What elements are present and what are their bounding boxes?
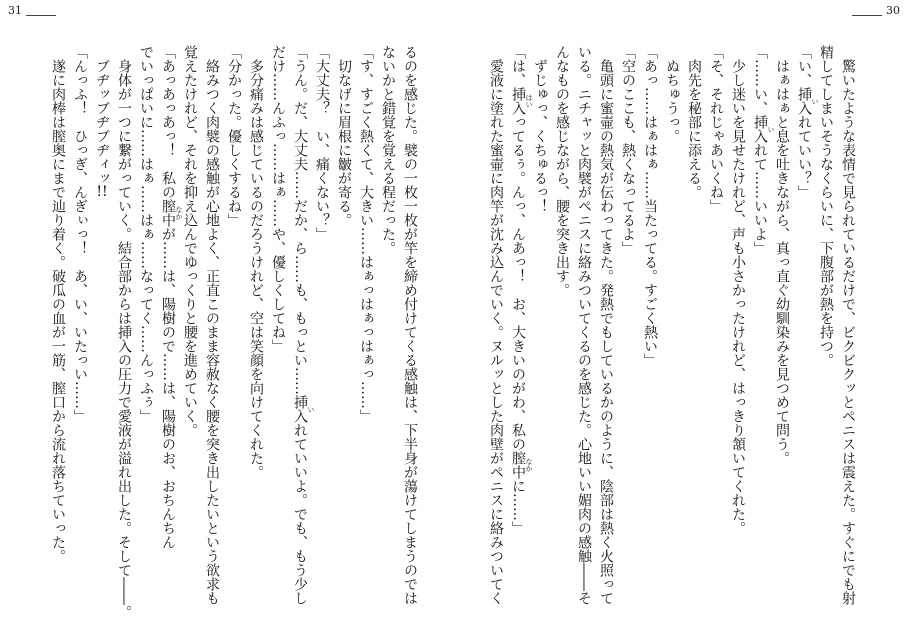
text-segment: 愛液に塗れた蜜壷に肉竿が沈み込んでいく。ヌルッとした肉壁がペニスに絡みついてく bbox=[488, 45, 504, 605]
text-line bbox=[47, 45, 69, 605]
text-segment: 「大丈夫？ い、痛くない？」 bbox=[314, 45, 330, 241]
text-line bbox=[377, 45, 399, 605]
text-segment: 「そ、それじゃあいくね」 bbox=[708, 45, 724, 213]
text-line bbox=[507, 45, 533, 605]
ruby-text: なか bbox=[175, 206, 183, 220]
text-line bbox=[793, 45, 819, 605]
ruby-base: 膣中 bbox=[510, 451, 526, 479]
text-segment: でいっぱいに……はぁ……はぁ……なってく……んっふぅ」 bbox=[138, 45, 154, 423]
text-segment: 「す、すごく熱くて、大きい……はぁっはぁっはぁっ……」 bbox=[358, 45, 374, 423]
text-segment: 「あっ……はぁはぁ……当たってる。すごく熱い」 bbox=[642, 45, 658, 367]
text-segment: 驚いたような表情で見られているだけで、ビクビクッとペニスは震えた。すぐにでも射 bbox=[840, 45, 856, 605]
text-segment: 「い、 bbox=[796, 45, 812, 87]
text-segment: るのを感じた。襞の一枚一枚が竿を締め付けてくる感触は、下半身が蕩けてしまうのでは bbox=[402, 45, 418, 605]
text-line bbox=[91, 45, 113, 605]
text-line bbox=[837, 45, 859, 605]
text-segment: はぁはぁと息を吐きながら、真っ直ぐ幼馴染みを見つめて問う。 bbox=[774, 45, 790, 465]
text-segment: んなものを感じながら、腰を突き出す。 bbox=[554, 45, 570, 297]
text-segment: 精してしまいそうなくらいに、下腹部が熱を持つ。 bbox=[818, 45, 834, 367]
text-line bbox=[135, 45, 157, 605]
text-segment: 「空のここも、熱くなってるよ」 bbox=[620, 45, 636, 255]
ruby-group bbox=[292, 395, 315, 423]
text-segment: れていいよ。でも、もう少し bbox=[292, 423, 308, 605]
text-segment: ぬちゅうっ。 bbox=[664, 45, 680, 143]
page-number-right: 30 bbox=[886, 4, 900, 17]
text-line bbox=[617, 45, 639, 605]
text-line bbox=[529, 45, 551, 605]
text-segment: れていい？」 bbox=[796, 115, 812, 199]
text-line bbox=[157, 45, 183, 605]
text-line bbox=[289, 45, 315, 605]
text-line bbox=[551, 45, 573, 605]
ruby-text: い bbox=[811, 97, 819, 105]
text-line bbox=[69, 45, 91, 605]
text-line bbox=[705, 45, 727, 605]
right-page-body bbox=[485, 45, 859, 605]
text-segment: に……」 bbox=[510, 479, 526, 535]
text-line bbox=[311, 45, 333, 605]
text-segment: 絡みつく肉襞の感触が心地よく、正直このまま容赦なく腰を突き出したいという欲求も bbox=[204, 45, 220, 605]
text-line bbox=[113, 45, 135, 619]
ruby-text: い bbox=[307, 405, 315, 413]
text-line bbox=[245, 45, 267, 605]
text-line bbox=[749, 45, 775, 605]
ruby-text: なか bbox=[525, 458, 533, 472]
text-line bbox=[399, 45, 421, 605]
text-line bbox=[485, 45, 507, 605]
text-segment: 少し迷いを見せたけれど、声も小さかったけれど、はっきり頷いてくれた。 bbox=[730, 45, 746, 535]
ruby-group bbox=[510, 451, 533, 479]
text-segment: 切なげに眉根に皺が寄る。 bbox=[336, 45, 352, 227]
text-segment: だけ……んふっ……はぁ……や、優しくしてね」 bbox=[270, 45, 286, 353]
text-segment: 覚えたけれど、それを抑え込んでゆっくりと腰を進めていく。 bbox=[182, 45, 198, 437]
text-line bbox=[815, 45, 837, 605]
ruby-group bbox=[796, 87, 819, 115]
text-segment: が……は、陽樹ので……は、陽樹のお、おちんちん bbox=[160, 227, 176, 549]
page-number-left: 31 bbox=[8, 4, 22, 17]
text-line bbox=[727, 45, 749, 605]
text-segment: 「うん。だ、大丈夫……だか、ら……も、もっとい…… bbox=[292, 45, 308, 395]
text-segment: ブヂッブヂブヂィッ bbox=[94, 45, 110, 185]
text-segment: いる。ニチャッと肉襞がペニスに絡みついてくるのを感じた。心地いい媚肉の感触――そ bbox=[576, 45, 592, 605]
ruby-text: い bbox=[767, 125, 775, 133]
ruby-base: 挿入 bbox=[292, 395, 308, 423]
tate-chu-yoko-mark: !! bbox=[96, 185, 108, 199]
left-page-body bbox=[47, 45, 421, 619]
ruby-text: はい bbox=[525, 94, 533, 108]
text-line bbox=[179, 45, 201, 605]
ruby-group bbox=[160, 199, 183, 227]
text-line bbox=[683, 45, 705, 605]
ruby-base: 膣中 bbox=[160, 199, 176, 227]
text-segment: 身体が一つに繋がっていく。結合部からは挿入の圧力で愛液が溢れ出した。そして――。 bbox=[116, 45, 132, 619]
text-segment: 遂に肉棒は膣奥にまで辿り着く。破瓜の血が一筋、膣口から流れ落ちていった。 bbox=[50, 45, 66, 563]
text-segment: 「あっあっあっ！ 私の bbox=[160, 45, 176, 199]
text-segment: 多分痛みは感じているのだろうけれど、空は笑顔を向けてくれた。 bbox=[248, 45, 264, 479]
text-line bbox=[573, 45, 595, 605]
ruby-base: 挿入 bbox=[796, 87, 812, 115]
ruby-group bbox=[510, 87, 533, 115]
text-line bbox=[333, 45, 355, 605]
text-line bbox=[639, 45, 661, 605]
text-line bbox=[355, 45, 377, 605]
text-segment: 亀頭に蜜壷の熱気が伝わってきた。発熱でもしているかのように、陰部は熱く火照って bbox=[598, 45, 614, 605]
text-line bbox=[267, 45, 289, 605]
text-line bbox=[661, 45, 683, 605]
text-line bbox=[223, 45, 245, 605]
text-segment: ずじゅっ、くちゅるっ！ bbox=[532, 45, 548, 213]
text-segment: 「は、 bbox=[510, 45, 526, 87]
header-rule-right bbox=[852, 15, 882, 16]
header-rule-left bbox=[26, 15, 56, 16]
text-segment: ってるぅ。んっ、んあっ！ お、大きいのがわ、私の bbox=[510, 115, 526, 451]
text-segment: 肉先を秘部に添える。 bbox=[686, 45, 702, 199]
ruby-base: 挿入 bbox=[510, 87, 526, 115]
text-segment: 「……い、 bbox=[752, 45, 768, 115]
ruby-base: 挿入 bbox=[752, 115, 768, 143]
text-segment: ないかと錯覚を覚える程だった。 bbox=[380, 45, 396, 255]
text-segment: 「分かった。優しくするね」 bbox=[226, 45, 242, 227]
text-segment: 「んっふ！ ひっぎ、んぎぃっ！ あ、い、いたっい……」 bbox=[72, 45, 88, 423]
text-line bbox=[201, 45, 223, 605]
ruby-group bbox=[752, 115, 775, 143]
text-line bbox=[595, 45, 617, 605]
text-segment: れて……いいよ」 bbox=[752, 143, 768, 255]
